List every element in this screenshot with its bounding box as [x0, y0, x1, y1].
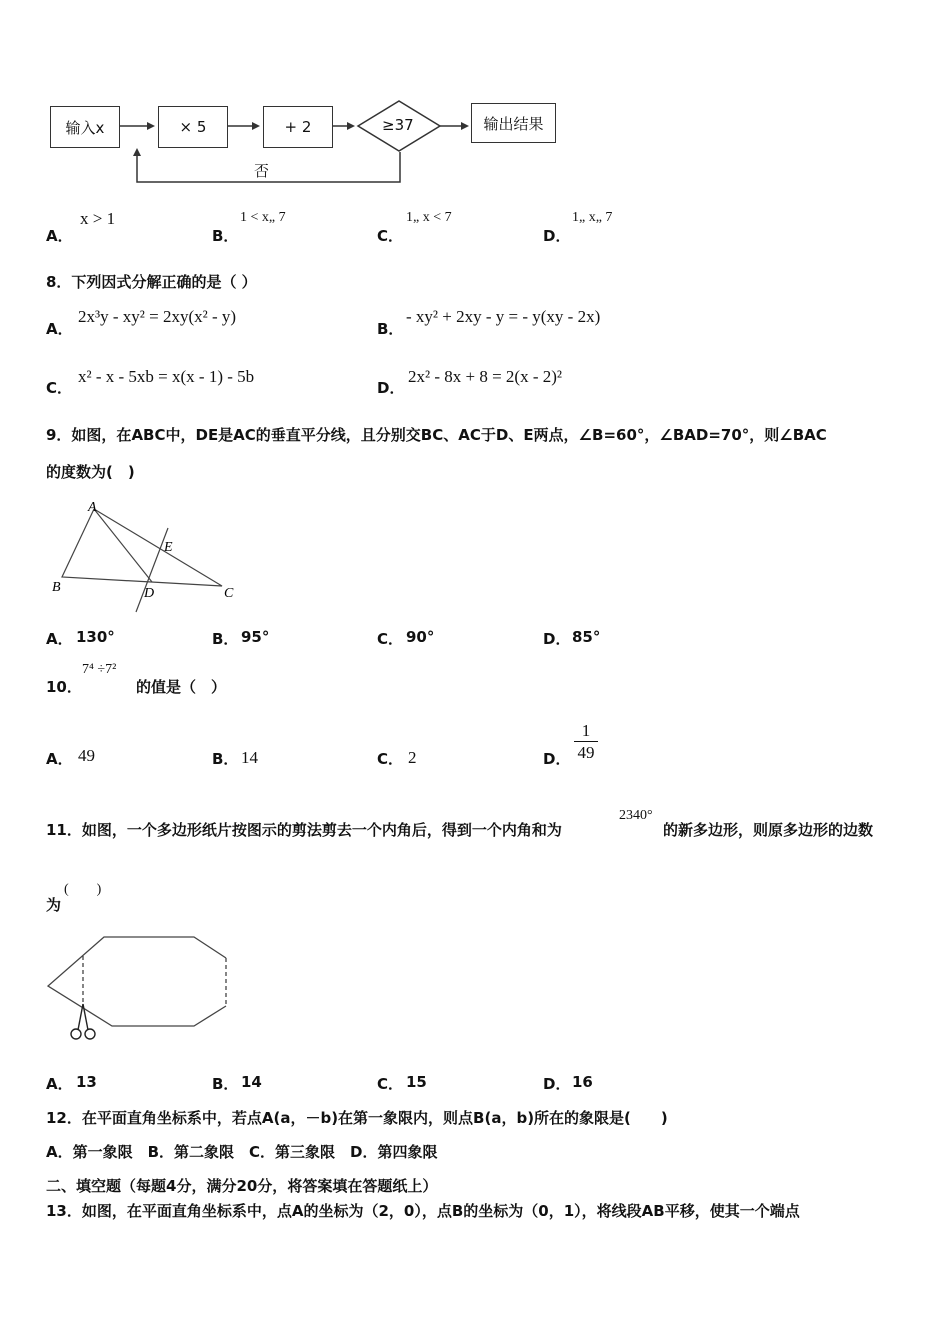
- section-2-title: 二、填空题（每题4分，满分20分，将答案填在答题纸上）: [46, 1177, 438, 1195]
- q11-option-c-letter: C．: [377, 1075, 404, 1093]
- flow-output-box: [471, 103, 556, 143]
- q12-stem: 12．在平面直角坐标系中，若点A(a，－b)在第一象限内，则点B(a，b)所在的象限是( ): [46, 1109, 668, 1127]
- q8-option-d-expr: 2x² - 8x + 8 = 2(x - 2)²: [408, 367, 563, 386]
- scissors-icon: [71, 1004, 95, 1039]
- q10-option-a-letter: A．: [46, 750, 73, 768]
- q10-expression: 7⁴ ÷7²: [82, 662, 117, 677]
- q7-option-c-letter: C．: [377, 227, 404, 245]
- q10-suffix: 的值是（ ）: [136, 678, 227, 696]
- q11-octagon-figure: [40, 930, 240, 1050]
- q9-option-b-letter: B．: [212, 630, 239, 648]
- q9-stem-line1: 9．如图，在ABC中，DE是AC的垂直平分线，且分别交BC、AC于D、E两点，∠B=60°，∠BAD=70°，则∠BAC: [46, 426, 827, 444]
- q9-label-c: C: [224, 586, 234, 601]
- q7-option-b-letter: B．: [212, 227, 239, 245]
- flow-times-box: [158, 106, 228, 148]
- q9-label-b: B: [52, 580, 61, 595]
- q11-stem-part2: 的新多边形，则原多边形的边数: [663, 821, 874, 839]
- q7-option-d-letter: D．: [543, 227, 571, 245]
- q7-option-d-expr: 1„ x„ 7: [572, 210, 613, 225]
- q11-option-b-letter: B．: [212, 1075, 239, 1093]
- q10-option-b-text: 14: [241, 748, 258, 767]
- q10-option-b-letter: B．: [212, 750, 239, 768]
- q8-option-b-letter: B．: [377, 320, 404, 338]
- q8-option-c-letter: C．: [46, 379, 73, 397]
- flow-plus-label: + 2: [284, 118, 312, 136]
- q8-option-a-letter: A．: [46, 320, 73, 338]
- q8-option-d-letter: D．: [377, 379, 405, 397]
- q10-option-d-numerator: 1: [574, 720, 598, 742]
- q11-angle: 2340°: [619, 808, 653, 823]
- q12-options: A．第一象限 B．第二象限 C．第三象限 D．第四象限: [46, 1143, 438, 1161]
- flow-output-label: 输出结果: [483, 114, 544, 133]
- q7-option-b-expr: 1 < x„ 7: [240, 210, 286, 225]
- q13-stem: 13．如图，在平面直角坐标系中，点A的坐标为（2，0），点B的坐标为（0，1），将线段AB平移，使其一个端点: [46, 1202, 800, 1220]
- q8-option-b-expr: - xy² + 2xy - y = - y(xy - 2x): [406, 307, 601, 326]
- q11-option-d-text: 16: [572, 1073, 593, 1091]
- q9-option-c-text: 90°: [406, 628, 435, 646]
- q9-option-a-letter: A．: [46, 630, 73, 648]
- q8-option-a-expr: 2x³y - xy² = 2xy(x² - y): [78, 307, 237, 326]
- q11-paren: ( ): [64, 882, 102, 897]
- q9-label-d: D: [144, 586, 155, 601]
- q10-option-d-letter: D．: [543, 750, 571, 768]
- q8-option-c-expr: x² - x - 5xb = x(x - 1) - 5b: [78, 367, 255, 386]
- flow-input-label: 输入x: [65, 118, 105, 137]
- q11-option-b-text: 14: [241, 1073, 262, 1091]
- q9-label-a: A: [88, 500, 97, 515]
- q11-option-a-text: 13: [76, 1073, 97, 1091]
- q11-option-d-letter: D．: [543, 1075, 571, 1093]
- flow-times-label: × 5: [179, 118, 207, 136]
- q9-stem-line2: 的度数为( ): [46, 463, 135, 481]
- q10-option-c-letter: C．: [377, 750, 404, 768]
- q9-option-c-letter: C．: [377, 630, 404, 648]
- flowchart-arrows: [0, 0, 950, 200]
- q11-stem-part1: 11．如图，一个多边形纸片按图示的剪法剪去一个内角后，得到一个内角和为: [46, 821, 562, 839]
- q9-option-d-text: 85°: [572, 628, 601, 646]
- q9-option-d-letter: D．: [543, 630, 571, 648]
- flow-plus-box: [263, 106, 333, 148]
- q10-option-d-denominator: 49: [577, 743, 595, 762]
- q10-option-c-text: 2: [408, 748, 417, 767]
- q11-line2-prefix: 为: [46, 896, 62, 914]
- flow-input-box: [50, 106, 120, 148]
- q9-label-e: E: [164, 540, 173, 555]
- q11-option-a-letter: A．: [46, 1075, 73, 1093]
- q7-option-a-letter: A．: [46, 227, 73, 245]
- q9-option-b-text: 95°: [241, 628, 270, 646]
- q8-stem: 8．下列因式分解正确的是（ ）: [46, 273, 257, 291]
- q10-number: 10．: [46, 678, 82, 696]
- q9-option-a-text: 130°: [76, 628, 115, 646]
- flow-no-label: 否: [254, 162, 270, 180]
- q10-option-a-text: 49: [78, 746, 95, 765]
- q9-triangle-figure: [40, 495, 250, 620]
- flow-condition-label: ≥37: [382, 116, 414, 134]
- q7-option-c-expr: 1„ x < 7: [406, 210, 452, 225]
- q7-option-a-expr: x > 1: [80, 209, 116, 228]
- q10-option-d-fraction: [574, 720, 598, 764]
- q11-option-c-text: 15: [406, 1073, 427, 1091]
